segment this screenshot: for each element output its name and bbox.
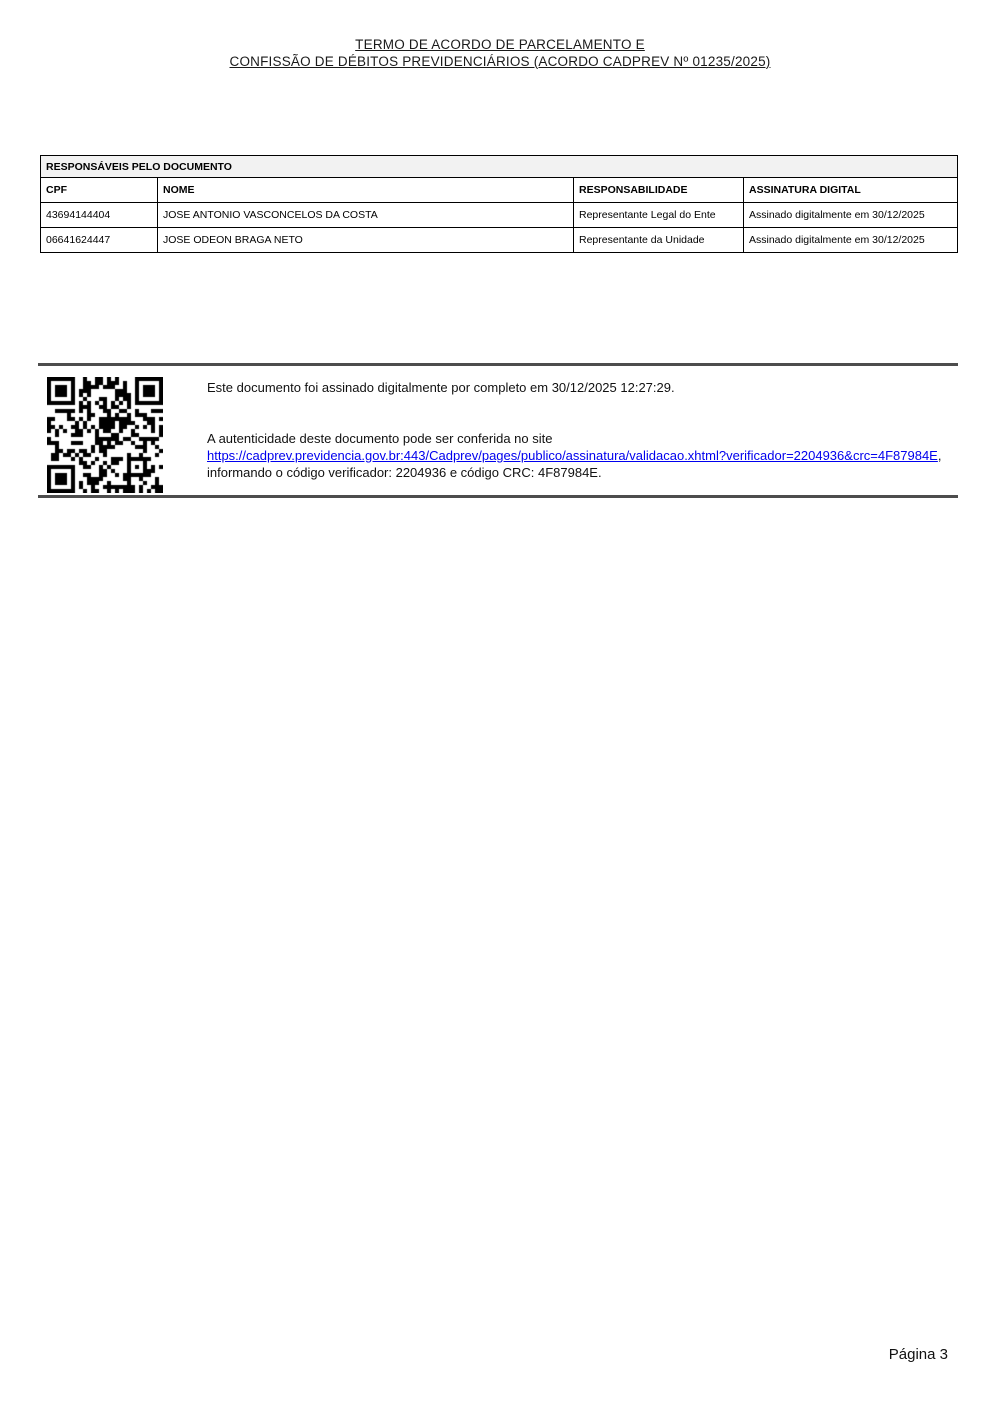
page-number: Página 3 [888,1346,948,1363]
cell-assinatura: Assinado digitalmente em 30/12/2025 [744,228,958,253]
cell-assinatura: Assinado digitalmente em 30/12/2025 [744,203,958,228]
cell-nome: JOSE ODEON BRAGA NETO [158,228,574,253]
cell-responsabilidade: Representante Legal do Ente [574,203,744,228]
verification-paragraph [207,430,957,481]
table-caption: RESPONSÁVEIS PELO DOCUMENTO [41,156,958,178]
separator-rule-bottom [38,495,958,498]
qr-code-icon [47,377,163,493]
separator-rule-top [38,363,958,366]
cell-nome: JOSE ANTONIO VASCONCELOS DA COSTA [158,203,574,228]
cell-cpf: 06641624447 [41,228,158,253]
table-row [41,228,958,253]
table-header-row [41,178,958,203]
validation-link[interactable]: https://cadprev.previdencia.gov.br:443/Cadprev/pages/publico/assinatura/validacao.xhtml?verificador=2204936&crc=4F87984E [207,448,938,463]
document-title-line2: CONFISSÃO DE DÉBITOS PREVIDENCIÁRIOS (ACORDO CADPREV Nº 01235/2025) [229,54,771,69]
responsibles-table [40,155,958,253]
header-assinatura-digital: ASSINATURA DIGITAL [744,178,958,203]
header-responsabilidade: RESPONSABILIDADE [574,178,744,203]
document-title [0,36,1000,70]
document-title-line1: TERMO DE ACORDO DE PARCELAMENTO E [355,37,645,52]
header-cpf: CPF [41,178,158,203]
cell-cpf: 43694144404 [41,203,158,228]
table-row [41,203,958,228]
signed-statement: Este documento foi assinado digitalmente por completo em 30/12/2025 12:27:29. [207,380,675,395]
verification-line [207,447,957,481]
cell-responsabilidade: Representante da Unidade [574,228,744,253]
verification-intro: A autenticidade deste documento pode ser conferida no site [207,431,553,446]
verification-tail: , informando o código verificador: 2204936 e código CRC: 4F87984E. [207,448,942,480]
table-caption-row [41,156,958,178]
header-nome: NOME [158,178,574,203]
